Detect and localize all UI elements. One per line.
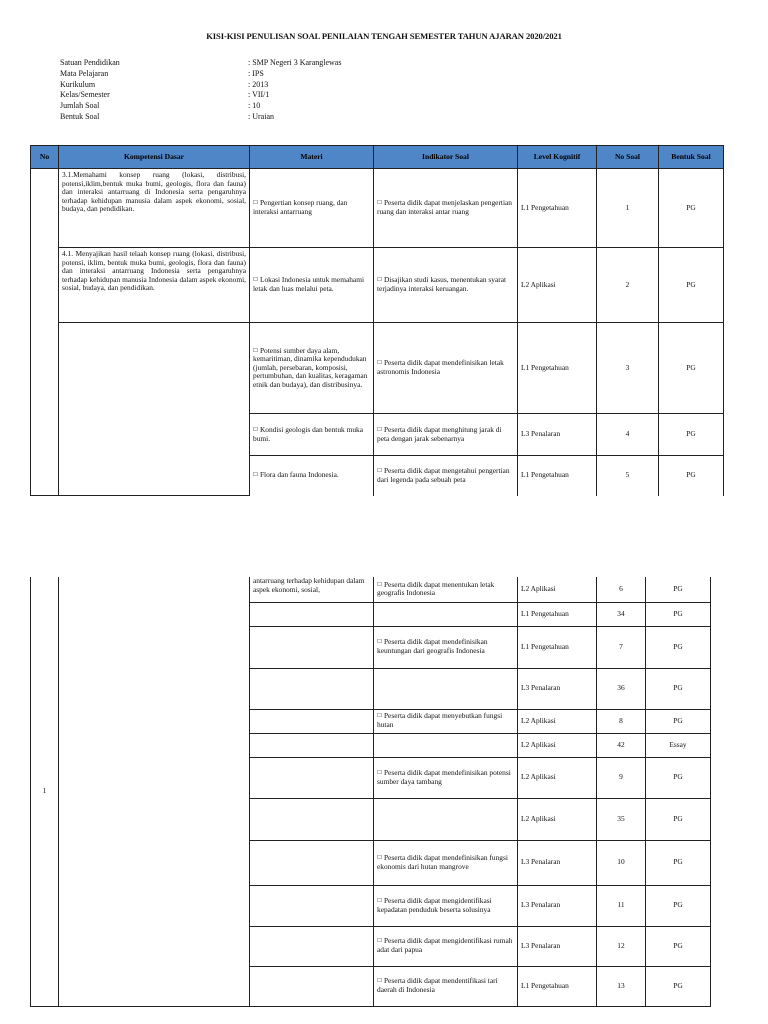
bentuk-cell: PG bbox=[646, 840, 711, 885]
indikator-text: Peserta didik dapat mengetahui pengertian dari legenda pada sebuah peta bbox=[377, 466, 510, 484]
materi-text: Lokasi Indonesia untuk memahami letak dan luas melalui peta. bbox=[253, 275, 364, 293]
bentuk-cell: PG bbox=[659, 323, 724, 414]
level-cell: L1 Pengetahuan bbox=[518, 966, 597, 1006]
bentuk-cell: PG bbox=[646, 885, 711, 926]
indikator-cell bbox=[374, 456, 518, 496]
no-soal-cell: 9 bbox=[597, 757, 646, 798]
kd-cell-empty bbox=[59, 323, 250, 496]
indikator-text: Peserta didik dapat mengidentifikasi rumah adat dari papua bbox=[377, 936, 513, 954]
indikator-cell bbox=[374, 840, 518, 885]
indikator-cell bbox=[374, 709, 518, 733]
materi-cell bbox=[250, 668, 374, 709]
materi-cell bbox=[250, 798, 374, 840]
box-bullet-icon: ☐ bbox=[253, 472, 258, 479]
no-soal-cell: 11 bbox=[597, 885, 646, 926]
column-header-no: No bbox=[31, 146, 59, 169]
bentuk-cell: PG bbox=[646, 709, 711, 733]
document-title: KISI-KISI PENULISAN SOAL PENILAIAN TENGAH SEMESTER TAHUN AJARAN 2020/2021 bbox=[206, 31, 562, 41]
meta-label: Jumlah Soal bbox=[60, 101, 100, 111]
bentuk-cell: PG bbox=[646, 668, 711, 709]
indikator-cell bbox=[374, 169, 518, 248]
box-bullet-icon: ☐ bbox=[377, 769, 382, 776]
box-bullet-icon: ☐ bbox=[377, 581, 382, 588]
box-bullet-icon: ☐ bbox=[253, 426, 258, 433]
indikator-text: Peserta didik dapat mendentifikasi tari daerah di Indonesia bbox=[377, 976, 498, 994]
no-soal-cell: 5 bbox=[597, 456, 659, 496]
box-bullet-icon: ☐ bbox=[253, 200, 258, 207]
bentuk-cell: PG bbox=[646, 926, 711, 966]
bentuk-cell: PG bbox=[646, 577, 711, 602]
no-soal-cell: 3 bbox=[597, 323, 659, 414]
box-bullet-icon: ☐ bbox=[377, 200, 382, 207]
column-header-materi: Materi bbox=[250, 146, 374, 169]
level-cell: L2 Aplikasi bbox=[518, 798, 597, 840]
no-soal-cell: 6 bbox=[597, 577, 646, 602]
indikator-cell bbox=[374, 668, 518, 709]
materi-cell bbox=[250, 323, 374, 414]
bentuk-cell: PG bbox=[646, 966, 711, 1006]
no-soal-cell: 35 bbox=[597, 798, 646, 840]
materi-cell bbox=[250, 885, 374, 926]
meta-label: Kurikulum bbox=[60, 79, 96, 89]
level-cell: L3 Penalaran bbox=[518, 840, 597, 885]
bentuk-cell: Essay bbox=[646, 733, 711, 757]
indikator-text: Peserta didik dapat menghitung jarak di peta dengan jarak sebenarnya bbox=[377, 424, 502, 443]
box-bullet-icon: ☐ bbox=[377, 938, 382, 945]
meta-label: Bentuk Soal bbox=[60, 111, 100, 121]
indikator-text: Peserta didik dapat menyebutkan fungsi hutan bbox=[377, 711, 503, 729]
no-soal-cell: 10 bbox=[597, 840, 646, 885]
no-cell bbox=[31, 169, 59, 496]
box-bullet-icon: ☐ bbox=[253, 347, 258, 354]
table-row bbox=[31, 248, 724, 323]
indikator-text: Peserta didik dapat mendefinisikan keuntungan dari geografis Indonesia bbox=[377, 637, 488, 655]
level-cell: L2 Aplikasi bbox=[518, 757, 597, 798]
no-soal-cell: 7 bbox=[597, 626, 646, 668]
column-header-bentuk: Bentuk Soal bbox=[659, 146, 724, 169]
meta-value: : 2013 bbox=[248, 79, 269, 89]
materi-cell bbox=[250, 169, 374, 248]
no-soal-cell: 13 bbox=[597, 966, 646, 1006]
indikator-cell bbox=[374, 577, 518, 602]
bentuk-cell: PG bbox=[646, 757, 711, 798]
kd-cell: 4.1. Menyajikan hasil telaah konsep ruang (lokasi, distribusi, potensi, iklim, bentuk muka bumi, geologis, flora dan fauna) dan interaksi antarruang Indonesia serta pengaruhnya terhadap kehidupan manusia Indonesia dalam aspek ekonomi, sosial, budaya, dan pendidikan. bbox=[59, 248, 250, 323]
level-cell: L1 Pengetahuan bbox=[518, 169, 597, 248]
level-cell: L2 Aplikasi bbox=[518, 709, 597, 733]
indikator-cell bbox=[374, 757, 518, 798]
box-bullet-icon: ☐ bbox=[377, 360, 382, 367]
materi-cell bbox=[250, 248, 374, 323]
bentuk-cell: PG bbox=[659, 414, 724, 456]
kd-cell: 3.1.Memahami konsep ruang (lokasi, distribusi, potensi,iklim,bentuk muka bumi, geologis, flora dan fauna) dan interaksi antarruang di Indonesia serta pengaruhnya terhadap kehidupan manusia dalam aspek ekonomi, sosial, budaya, dan pendidikan. bbox=[59, 169, 250, 248]
meta-value: : Uraian bbox=[248, 111, 274, 121]
indikator-text: Peserta didik dapat mengidentifikasi kepadatan penduduk beserta solusinya bbox=[377, 895, 492, 914]
column-header-kompetensi: Kompetensi Dasar bbox=[59, 146, 250, 169]
box-bullet-icon: ☐ bbox=[377, 978, 382, 985]
level-cell: L3 Penalaran bbox=[518, 885, 597, 926]
indikator-cell bbox=[374, 966, 518, 1006]
meta-label: Satuan Pendidikan bbox=[60, 58, 120, 67]
box-bullet-icon: ☐ bbox=[377, 639, 382, 646]
box-bullet-icon: ☐ bbox=[377, 426, 382, 433]
box-bullet-icon: ☐ bbox=[377, 854, 382, 861]
bentuk-cell: PG bbox=[646, 798, 711, 840]
bentuk-cell: PG bbox=[659, 169, 724, 248]
level-cell: L3 Penalaran bbox=[518, 668, 597, 709]
indikator-cell bbox=[374, 733, 518, 757]
materi-cell: antarruang terhadap kehidupan dalam aspek ekonomi, sosial, bbox=[250, 577, 374, 602]
indikator-text: Peserta didik dapat mendefinisikan potensi sumber daya tambang bbox=[377, 767, 511, 786]
meta-row bbox=[60, 69, 341, 80]
meta-value: : IPS bbox=[248, 68, 264, 78]
column-header-no-soal: No Soal bbox=[597, 146, 659, 169]
level-cell: L1 Pengetahuan bbox=[518, 626, 597, 668]
level-cell: L2 Aplikasi bbox=[518, 733, 597, 757]
no-soal-cell: 1 bbox=[597, 169, 659, 248]
indikator-text: Peserta didik dapat menjelaskan pengertian ruang dan interaksi antar ruang bbox=[377, 198, 512, 216]
materi-cell bbox=[250, 709, 374, 733]
indikator-cell bbox=[374, 885, 518, 926]
table-row bbox=[31, 169, 724, 248]
materi-cell bbox=[250, 626, 374, 668]
meta-value: : VII/1 bbox=[248, 90, 270, 100]
materi-cell bbox=[250, 414, 374, 456]
level-cell: L1 Pengetahuan bbox=[518, 323, 597, 414]
level-cell: L2 Aplikasi bbox=[518, 577, 597, 602]
materi-cell bbox=[250, 456, 374, 496]
table-header-row bbox=[31, 146, 724, 169]
materi-cell bbox=[250, 757, 374, 798]
materi-cell bbox=[250, 926, 374, 966]
meta-label: Mata Pelajaran bbox=[60, 68, 109, 78]
indikator-text: Disajikan studi kasus, menentukan syarat terjadinya interaksi keruangan. bbox=[377, 275, 507, 293]
no-soal-cell: 42 bbox=[597, 733, 646, 757]
table-row bbox=[31, 577, 711, 602]
materi-text: Potensi sumber daya alam, kemaritiman, dinamika kependudukan (jumlah, persebaran, komposisi, pertumbuhan, dan kualitas, keragaman etnik dan budaya), dan distribusinya. bbox=[253, 345, 368, 389]
meta-row bbox=[60, 58, 341, 69]
indikator-cell bbox=[374, 926, 518, 966]
bentuk-cell: PG bbox=[646, 602, 711, 626]
materi-text: Kondisi geologis dan bentuk muka bumi. bbox=[253, 424, 363, 443]
no-soal-cell: 4 bbox=[597, 414, 659, 456]
bentuk-cell: PG bbox=[659, 456, 724, 496]
meta-row bbox=[60, 80, 341, 91]
no-soal-cell: 34 bbox=[597, 602, 646, 626]
meta-row bbox=[60, 90, 341, 101]
level-cell: L3 Penalaran bbox=[518, 926, 597, 966]
box-bullet-icon: ☐ bbox=[377, 277, 382, 284]
meta-row bbox=[60, 112, 341, 123]
materi-cell bbox=[250, 733, 374, 757]
box-bullet-icon: ☐ bbox=[377, 713, 382, 720]
level-cell: L2 Aplikasi bbox=[518, 248, 597, 323]
column-header-indikator: Indikator Soal bbox=[374, 146, 518, 169]
kisi-kisi-table-page-1 bbox=[30, 145, 724, 496]
indikator-cell bbox=[374, 323, 518, 414]
level-cell: L1 Pengetahuan bbox=[518, 456, 597, 496]
no-cell: 1 bbox=[31, 577, 59, 1006]
meta-row bbox=[60, 101, 341, 112]
no-soal-cell: 8 bbox=[597, 709, 646, 733]
indikator-cell bbox=[374, 248, 518, 323]
indikator-text: Peserta didik dapat menentukan letak geografis Indonesia bbox=[377, 579, 495, 598]
no-soal-cell: 2 bbox=[597, 248, 659, 323]
no-soal-cell: 36 bbox=[597, 668, 646, 709]
level-cell: L3 Penalaran bbox=[518, 414, 597, 456]
box-bullet-icon: ☐ bbox=[253, 277, 258, 284]
meta-value: : SMP Negeri 3 Karanglewas bbox=[248, 58, 342, 67]
kisi-kisi-table-page-2 bbox=[30, 577, 711, 1007]
indikator-text: Peserta didik dapat mendefinisikan letak astronomis Indonesia bbox=[377, 358, 504, 376]
indikator-cell bbox=[374, 414, 518, 456]
table-row bbox=[31, 323, 724, 414]
box-bullet-icon: ☐ bbox=[377, 468, 382, 475]
bentuk-cell: PG bbox=[646, 626, 711, 668]
materi-cell bbox=[250, 966, 374, 1006]
no-soal-cell: 12 bbox=[597, 926, 646, 966]
materi-text: Pengertian konsep ruang, dan interaksi antarruang bbox=[253, 198, 348, 216]
level-cell: L1 Pengetahuan bbox=[518, 602, 597, 626]
meta-label: Kelas/Semester bbox=[60, 90, 110, 100]
kd-cell-empty bbox=[59, 577, 250, 1006]
document-meta bbox=[60, 58, 341, 123]
indikator-cell bbox=[374, 602, 518, 626]
box-bullet-icon: ☐ bbox=[377, 897, 382, 904]
bentuk-cell: PG bbox=[659, 248, 724, 323]
materi-cell bbox=[250, 840, 374, 885]
materi-cell bbox=[250, 602, 374, 626]
indikator-cell bbox=[374, 798, 518, 840]
materi-text: Flora dan fauna Indonesia. bbox=[259, 470, 339, 480]
indikator-cell bbox=[374, 626, 518, 668]
column-header-level: Level Kognitif bbox=[518, 146, 597, 169]
indikator-text: Peserta didik dapat mendefinisikan fungsi ekonomis dari hutan mangrove bbox=[377, 852, 508, 871]
meta-value: : 10 bbox=[248, 101, 261, 111]
